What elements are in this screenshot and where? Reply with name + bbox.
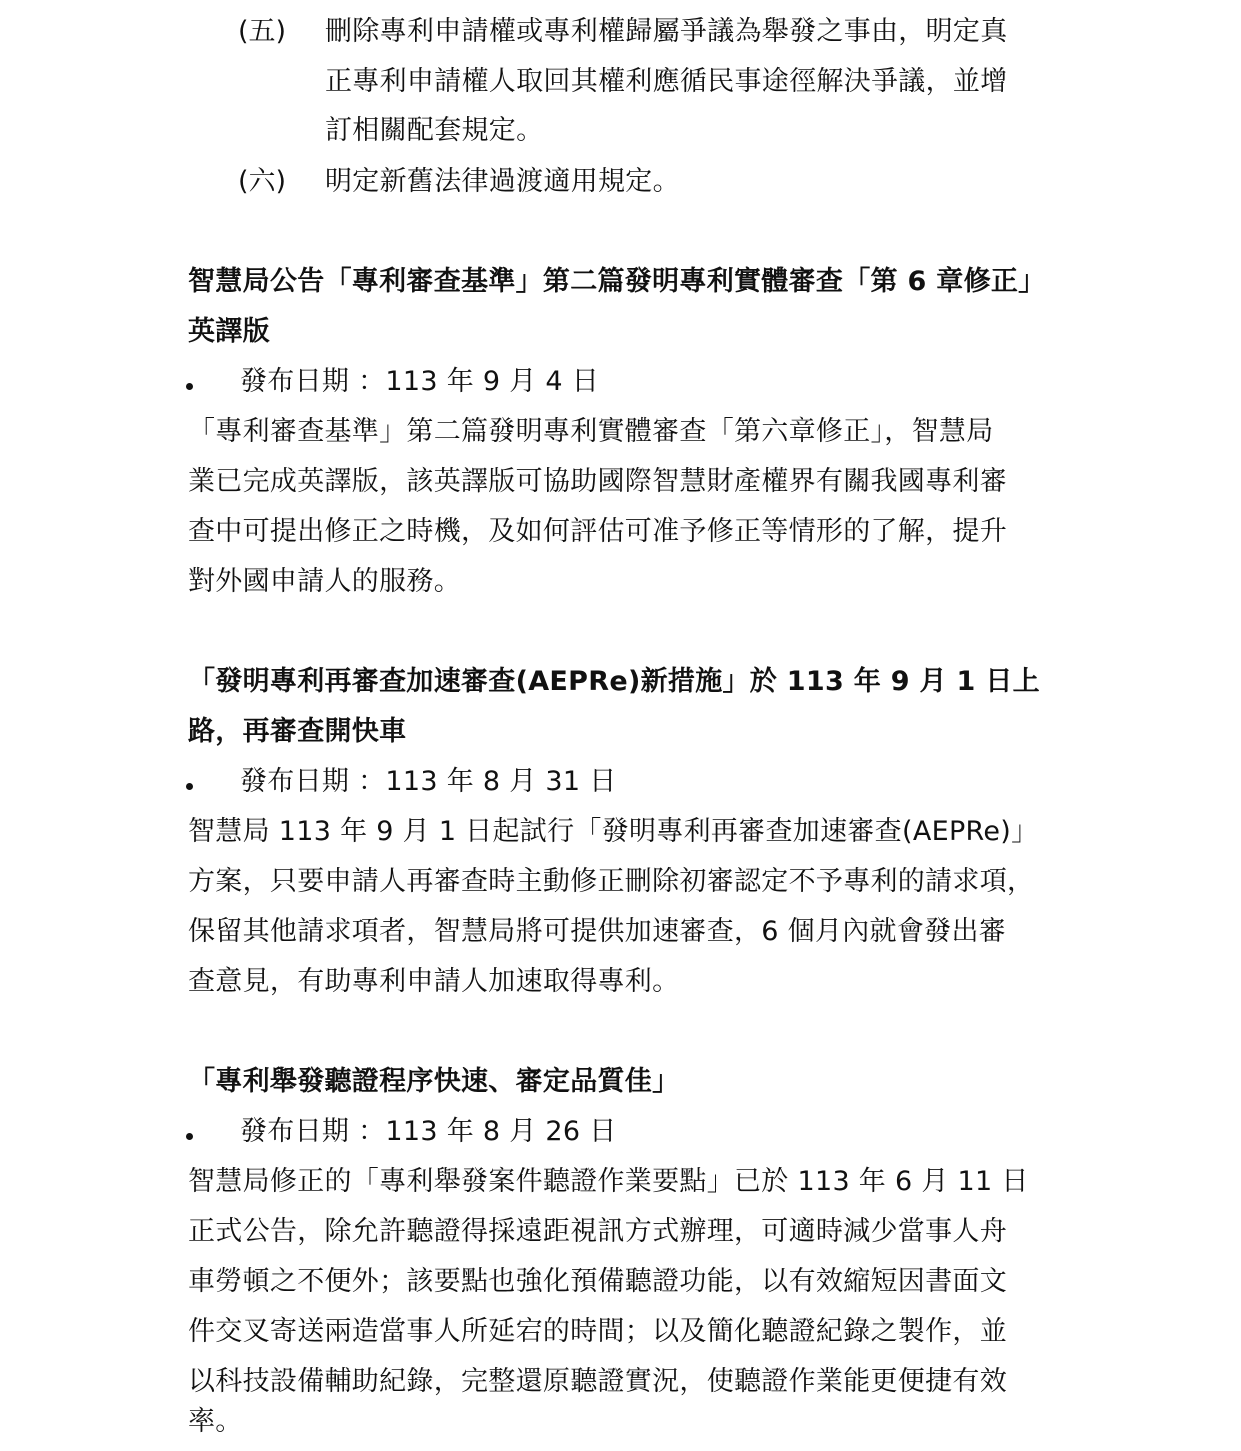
- article-body-line: 件交叉寄送兩造當事人所延宕的時間；以及簡化聽證紀錄之製作，並: [188, 1316, 1007, 1347]
- article-body-line: 方案，只要申請人再審查時主動修正刪除初審認定不予專利的請求項，: [188, 866, 1035, 897]
- publish-date: 發布日期 ：113 年 9 月 4 日: [240, 366, 600, 397]
- list-item-number: (六): [238, 166, 287, 197]
- list-item-text: 刪除專利申請權或專利權歸屬爭議為舉發之事由，明定真: [325, 16, 1008, 47]
- article-title: 「發明專利再審查加速審查(AEPRe)新措施」於 113 年 9 月 1 日上: [188, 666, 1040, 697]
- article-body-line: 智慧局修正的「專利舉發案件聽證作業要點」已於 113 年 6 月 11 日: [188, 1166, 1029, 1197]
- article-body-line: 查中可提出修正之時機，及如何評估可准予修正等情形的了解，提升: [188, 516, 1007, 547]
- list-item-text: 正專利申請權人取回其權利應循民事途徑解決爭議，並增: [325, 66, 1008, 97]
- article-title: 「專利舉發聽證程序快速、審定品質佳」: [188, 1066, 680, 1097]
- article-title: 路，再審查開快車: [188, 716, 407, 747]
- article-title: 英譯版: [188, 316, 270, 347]
- article-body-line: 業已完成英譯版，該英譯版可協助國際智慧財產權界有關我國專利審: [188, 466, 1007, 497]
- article-body-line: 正式公告，除允許聽證得採遠距視訊方式辦理，可適時減少當事人舟: [188, 1216, 1007, 1247]
- article-body-line: 智慧局 113 年 9 月 1 日起試行「發明專利再審查加速審查(AEPRe)」: [188, 816, 1039, 847]
- article-body-line: 查意見，有助專利申請人加速取得專利。: [188, 966, 680, 997]
- publish-date: 發布日期 ：113 年 8 月 26 日: [240, 1116, 617, 1147]
- list-item-number: (五): [238, 16, 287, 47]
- list-item-text: 明定新舊法律過渡適用規定。: [325, 166, 680, 197]
- article-body-line: 保留其他請求項者，智慧局將可提供加速審查，6 個月內就會發出審: [188, 916, 1007, 947]
- list-item-text: 訂相關配套規定。: [325, 115, 544, 146]
- publish-date: 發布日期 ：113 年 8 月 31 日: [240, 766, 617, 797]
- article-body-line: 以科技設備輔助紀錄，完整還原聽證實況，使聽證作業能更便捷有效: [188, 1366, 1007, 1397]
- article-body-line: 率。: [188, 1406, 243, 1437]
- article-body-line: 「專利審查基準」第二篇發明專利實體審查「第六章修正」，智慧局: [188, 416, 994, 447]
- article-body-line: 對外國申請人的服務。: [188, 566, 461, 597]
- bullet-icon: [186, 1133, 193, 1140]
- article-title: 智慧局公告「專利審查基準」第二篇發明專利實體審查「第 6 章修正」: [188, 266, 1046, 297]
- bullet-icon: [186, 383, 193, 390]
- bullet-icon: [186, 783, 193, 790]
- article-body-line: 車勞頓之不便外；該要點也強化預備聽證功能，以有效縮短因書面文: [188, 1266, 1007, 1297]
